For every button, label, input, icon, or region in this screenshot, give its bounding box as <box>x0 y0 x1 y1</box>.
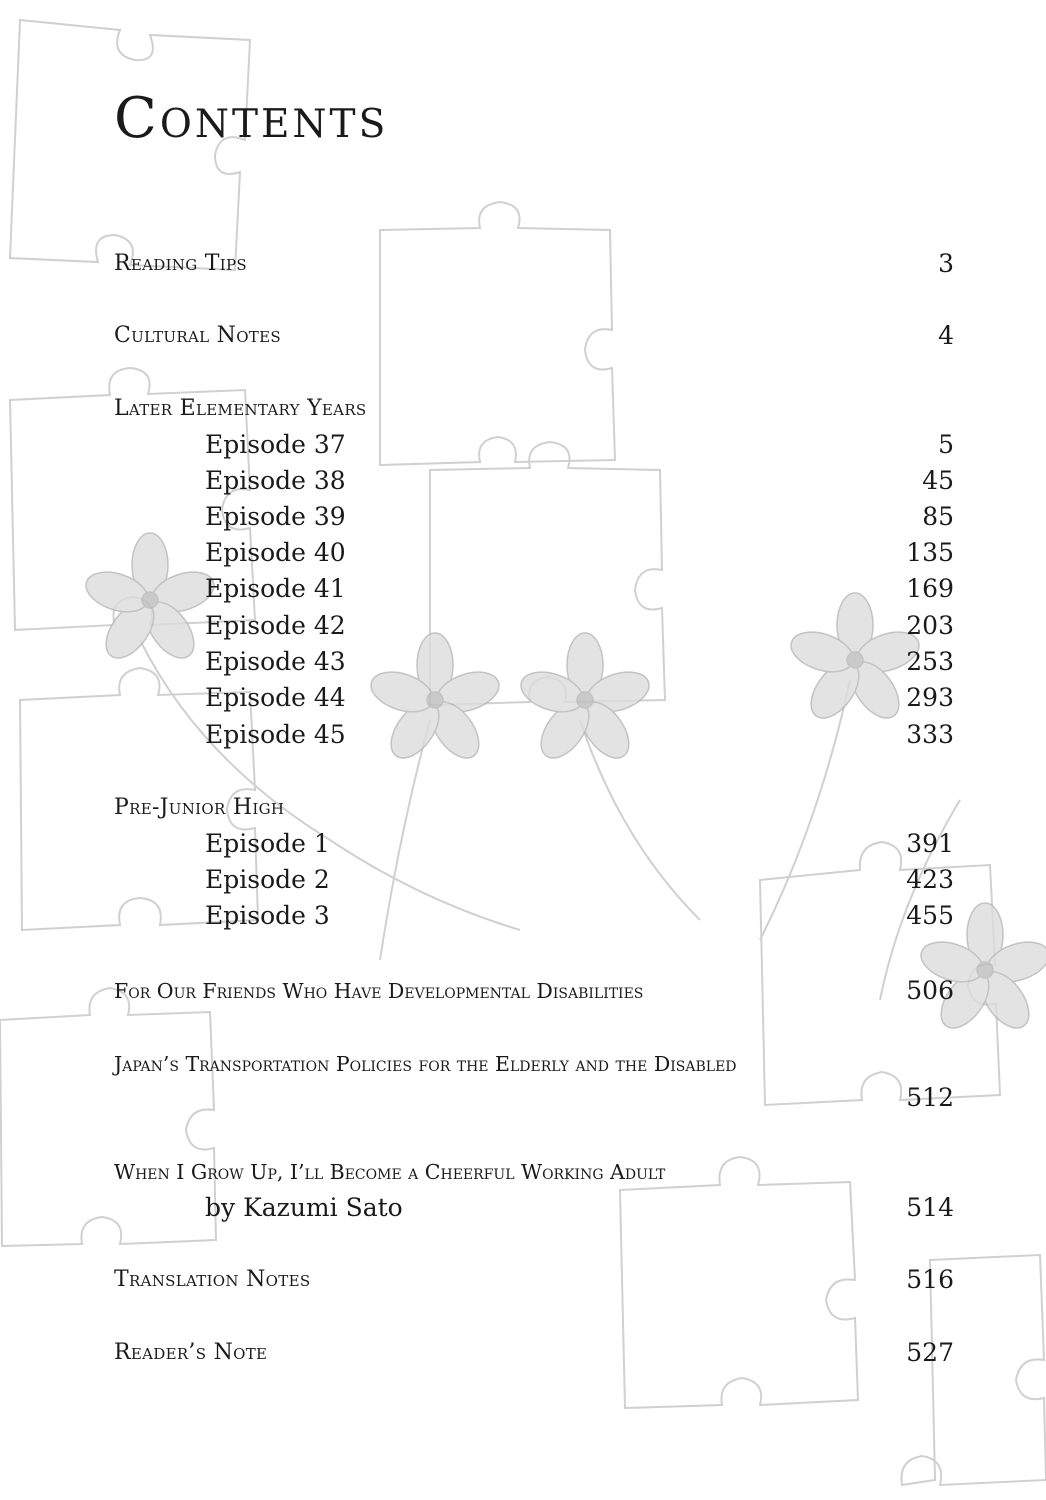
toc-page-number: 169 <box>906 574 954 603</box>
toc-page-number: 253 <box>906 647 954 676</box>
toc-episode-label: Episode 40 <box>205 538 346 567</box>
toc-episode-label: Episode 37 <box>205 430 346 459</box>
toc-page-number: 293 <box>906 683 954 712</box>
toc-episode-row[interactable] <box>114 609 954 643</box>
toc-entry-cultural-notes[interactable] <box>114 319 954 353</box>
toc-episode-row[interactable] <box>114 863 954 897</box>
toc-entry-readers-note[interactable] <box>114 1336 954 1370</box>
toc-page-number: 135 <box>906 538 954 567</box>
toc-entry-label: When I Grow Up, I’ll Become a Cheerful Working Adult <box>114 1160 666 1184</box>
toc-page-number: 455 <box>906 901 954 930</box>
toc-page-number: 85 <box>922 502 954 531</box>
toc-episode-row[interactable] <box>114 899 954 933</box>
toc-page-number: 203 <box>906 611 954 640</box>
toc-episode-row[interactable] <box>114 500 954 534</box>
toc-entry-transport-page <box>114 1081 954 1115</box>
toc-entry-label: For Our Friends Who Have Developmental Disabilities <box>114 979 644 1003</box>
toc-page-number: 527 <box>906 1338 954 1367</box>
toc-episode-label: Episode 45 <box>205 720 346 749</box>
page-title: Contents <box>114 86 389 151</box>
toc-episode-label: Episode 3 <box>205 901 330 930</box>
toc-episode-row[interactable] <box>114 827 954 861</box>
toc-page-number: 3 <box>938 249 954 278</box>
toc-episode-label: Episode 1 <box>205 829 330 858</box>
toc-entry-grow-up-byline <box>114 1191 954 1225</box>
toc-entry-label: Reading Tips <box>114 251 247 276</box>
toc-entry-grow-up[interactable] <box>114 1155 954 1189</box>
toc-byline: by Kazumi Sato <box>205 1193 403 1222</box>
toc-episode-label: Episode 44 <box>205 683 346 712</box>
toc-entry-label: Cultural Notes <box>114 323 281 348</box>
toc-page-number: 514 <box>906 1193 954 1222</box>
toc-entry-label: Japan’s Transportation Policies for the Elderly and the Disabled <box>114 1052 737 1076</box>
toc-episode-label: Episode 2 <box>205 865 330 894</box>
toc-entry-friends[interactable] <box>114 974 954 1008</box>
toc-page-number: 506 <box>906 976 954 1005</box>
toc-page-number: 516 <box>906 1265 954 1294</box>
toc-episode-row[interactable] <box>114 536 954 570</box>
toc-entry-transport[interactable] <box>114 1047 954 1081</box>
toc-section-label: Pre-Junior High <box>114 795 285 820</box>
toc-page-number: 45 <box>922 466 954 495</box>
toc-page-number: 512 <box>906 1083 954 1112</box>
toc-entry-label: Translation Notes <box>114 1267 311 1292</box>
toc-episode-row[interactable] <box>114 428 954 462</box>
toc-episode-row[interactable] <box>114 718 954 752</box>
toc-page-number: 333 <box>906 720 954 749</box>
toc-episode-row[interactable] <box>114 464 954 498</box>
toc-page-number: 391 <box>906 829 954 858</box>
toc-episode-row[interactable] <box>114 681 954 715</box>
toc-entry-translation-notes[interactable] <box>114 1263 954 1297</box>
toc-episode-label: Episode 41 <box>205 574 346 603</box>
toc-entry-reading-tips[interactable] <box>114 247 954 281</box>
toc-episode-label: Episode 38 <box>205 466 346 495</box>
toc-episode-label: Episode 43 <box>205 647 346 676</box>
toc-episode-row[interactable] <box>114 645 954 679</box>
toc-page-number: 423 <box>906 865 954 894</box>
toc-entry-label: Reader’s Note <box>114 1340 268 1365</box>
toc-section-label: Later Elementary Years <box>114 396 367 421</box>
toc-section-later-elementary <box>114 392 954 426</box>
toc-page-number: 4 <box>938 321 954 350</box>
toc-episode-label: Episode 39 <box>205 502 346 531</box>
toc-episode-label: Episode 42 <box>205 611 346 640</box>
toc-page-number: 5 <box>938 430 954 459</box>
toc-episode-row[interactable] <box>114 572 954 606</box>
toc-section-pre-junior-high <box>114 791 954 825</box>
